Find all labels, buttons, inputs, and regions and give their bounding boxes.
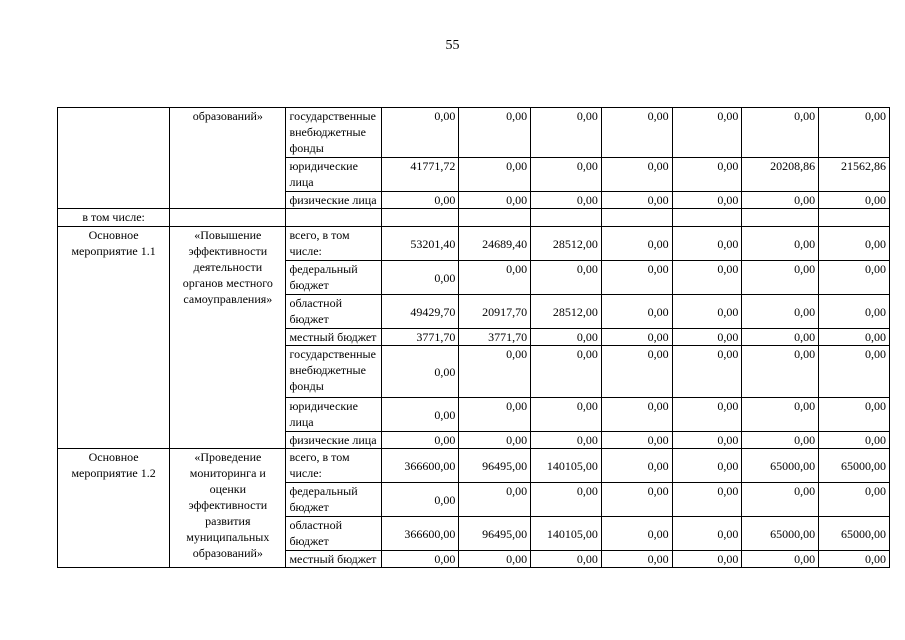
source-cell: местный бюджет [286,329,382,346]
value-cell: 0,00 [531,261,602,295]
value-cell: 0,00 [382,346,459,398]
value-cell: 0,00 [742,346,819,398]
value-cell: 96495,00 [459,517,531,551]
measure-name-tail: образований» [170,108,286,209]
empty-cell [382,209,459,227]
empty-cell [601,209,672,227]
value-cell: 0,00 [459,261,531,295]
value-cell: 49429,70 [382,295,459,329]
value-cell: 21562,86 [819,158,890,192]
value-cell: 0,00 [382,483,459,517]
value-cell: 0,00 [382,551,459,568]
value-cell: 0,00 [742,483,819,517]
value-cell: 0,00 [459,108,531,158]
measure-task-cell: Основное мероприятие 1.2 [58,449,170,568]
empty-cell [742,209,819,227]
empty-cell [286,209,382,227]
value-cell: 0,00 [601,295,672,329]
value-cell: 0,00 [601,261,672,295]
source-cell: федеральный бюджет [286,261,382,295]
source-cell: физические лица [286,192,382,209]
empty-cell [819,209,890,227]
value-cell: 366600,00 [382,449,459,483]
value-cell: 0,00 [531,551,602,568]
value-cell: 0,00 [672,517,742,551]
value-cell: 0,00 [742,261,819,295]
value-cell: 0,00 [459,398,531,432]
value-cell: 0,00 [531,329,602,346]
value-cell: 0,00 [459,432,531,449]
source-cell: областной бюджет [286,517,382,551]
value-cell: 0,00 [672,449,742,483]
task-cell-empty [58,108,170,209]
value-cell: 0,00 [672,398,742,432]
value-cell: 20208,86 [742,158,819,192]
value-cell: 0,00 [601,398,672,432]
empty-cell [672,209,742,227]
value-cell: 0,00 [459,192,531,209]
value-cell: 0,00 [382,398,459,432]
source-cell: физические лица [286,432,382,449]
value-cell: 0,00 [819,192,890,209]
value-cell: 366600,00 [382,517,459,551]
value-cell: 0,00 [601,329,672,346]
value-cell: 96495,00 [459,449,531,483]
value-cell: 0,00 [459,483,531,517]
value-cell: 0,00 [742,432,819,449]
value-cell: 0,00 [672,551,742,568]
value-cell: 0,00 [601,483,672,517]
value-cell: 0,00 [819,329,890,346]
value-cell: 0,00 [601,432,672,449]
source-cell: местный бюджет [286,551,382,568]
value-cell: 0,00 [672,261,742,295]
value-cell: 0,00 [531,192,602,209]
value-cell: 65000,00 [742,449,819,483]
value-cell: 0,00 [672,158,742,192]
value-cell: 0,00 [819,432,890,449]
value-cell: 0,00 [672,329,742,346]
value-cell: 53201,40 [382,227,459,261]
value-cell: 0,00 [742,398,819,432]
value-cell: 0,00 [819,483,890,517]
empty-cell [459,209,531,227]
value-cell: 24689,40 [459,227,531,261]
empty-cell [170,209,286,227]
value-cell: 0,00 [459,158,531,192]
measure-name-cell: «Повышение эффективности деятельности органов местного самоуправления» [170,227,286,449]
value-cell: 28512,00 [531,295,602,329]
value-cell: 0,00 [531,398,602,432]
table-row [58,108,890,158]
value-cell: 0,00 [382,192,459,209]
source-cell: государственные внебюджетные фонды [286,108,382,158]
value-cell: 0,00 [601,192,672,209]
value-cell: 0,00 [819,227,890,261]
value-cell: 0,00 [672,346,742,398]
source-cell: государственные внебюджетные фонды [286,346,382,398]
value-cell: 0,00 [601,108,672,158]
value-cell: 0,00 [601,517,672,551]
value-cell: 0,00 [819,398,890,432]
value-cell: 0,00 [672,483,742,517]
value-cell: 0,00 [819,551,890,568]
value-cell: 0,00 [531,483,602,517]
page-number: 55 [445,38,460,53]
value-cell: 3771,70 [382,329,459,346]
source-cell: федеральный бюджет [286,483,382,517]
value-cell: 0,00 [382,432,459,449]
value-cell: 0,00 [601,227,672,261]
value-cell: 0,00 [382,108,459,158]
value-cell: 0,00 [742,192,819,209]
table-row [58,449,890,483]
table-row [58,227,890,261]
value-cell: 28512,00 [531,227,602,261]
value-cell: 0,00 [672,295,742,329]
value-cell: 0,00 [742,295,819,329]
value-cell: 0,00 [382,261,459,295]
value-cell: 0,00 [742,227,819,261]
value-cell: 20917,70 [459,295,531,329]
value-cell: 140105,00 [531,449,602,483]
source-cell: юридические лица [286,158,382,192]
source-cell: всего, в том числе: [286,227,382,261]
value-cell: 41771,72 [382,158,459,192]
value-cell: 0,00 [459,551,531,568]
value-cell: 0,00 [742,329,819,346]
value-cell: 0,00 [672,192,742,209]
source-cell: областной бюджет [286,295,382,329]
value-cell: 0,00 [459,346,531,398]
source-cell: всего, в том числе: [286,449,382,483]
value-cell: 0,00 [742,108,819,158]
value-cell: 0,00 [601,346,672,398]
value-cell: 0,00 [601,551,672,568]
value-cell: 0,00 [819,261,890,295]
value-cell: 0,00 [672,108,742,158]
value-cell: 0,00 [742,551,819,568]
empty-cell [531,209,602,227]
budget-table [57,107,890,568]
measure-name-cell: «Проведение мониторинга и оценки эффективности развития муниципальных образований» [170,449,286,568]
value-cell: 0,00 [672,432,742,449]
value-cell: 0,00 [601,449,672,483]
value-cell: 0,00 [531,346,602,398]
value-cell: 140105,00 [531,517,602,551]
value-cell: 0,00 [601,158,672,192]
value-cell: 0,00 [672,227,742,261]
value-cell: 0,00 [819,346,890,398]
value-cell: 65000,00 [819,517,890,551]
value-cell: 65000,00 [819,449,890,483]
table-row [58,209,890,227]
value-cell: 65000,00 [742,517,819,551]
source-cell: юридические лица [286,398,382,432]
measure-task-cell: Основное мероприятие 1.1 [58,227,170,449]
value-cell: 0,00 [819,108,890,158]
value-cell: 0,00 [531,158,602,192]
value-cell: 0,00 [531,108,602,158]
in-that-number-label: в том числе: [58,209,170,227]
value-cell: 0,00 [531,432,602,449]
value-cell: 0,00 [819,295,890,329]
value-cell: 3771,70 [459,329,531,346]
